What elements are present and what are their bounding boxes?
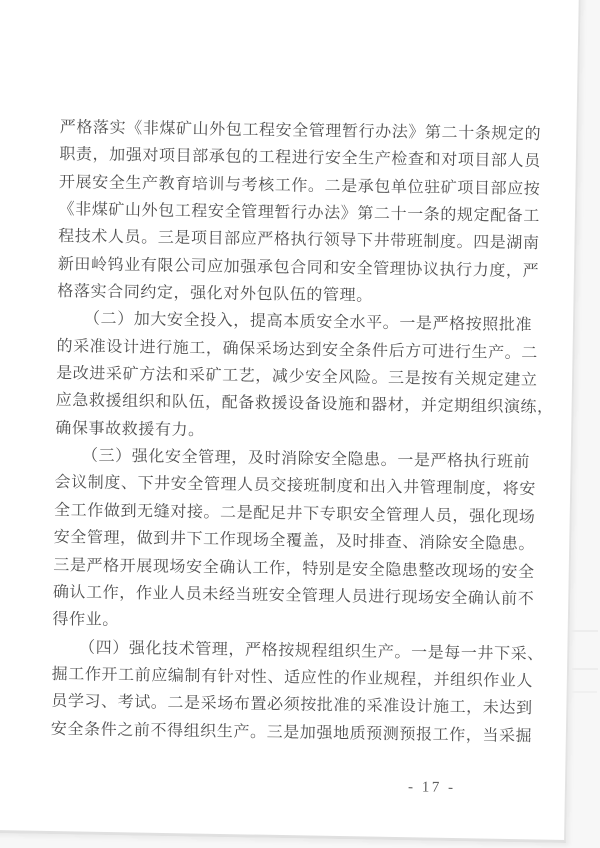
page-number: - 17 - bbox=[407, 779, 456, 796]
text-line: 《非煤矿山外包工程安全管理暂行办法》第二十一条的规定配备工 bbox=[58, 201, 541, 226]
text-line: （三）强化安全管理，及时消除安全隐患。一是严格执行班前 bbox=[81, 447, 531, 472]
text-line: 格落实合同约定，强化对外包队伍的管理。 bbox=[57, 283, 373, 305]
text-line: 职责，加强对项目部承包的工程进行安全生产检查和对项目部人员 bbox=[59, 146, 541, 171]
text-line: 掘工作开工前应编制有针对性、适应性的作业规程，并组织作业人 bbox=[51, 665, 534, 690]
text-line: （二）加大安全投入，提高本质安全水平。一是严格按照批准 bbox=[83, 310, 533, 335]
text-line: 新田岭钨业有限公司应加强承包合同和安全管理协议执行力度，严 bbox=[57, 255, 540, 280]
text-line: 得作业。 bbox=[52, 611, 120, 630]
scanner-streak bbox=[572, 691, 597, 693]
text-line: 三是严格开展现场安全确认工作，特别是安全隐患整改现场的安全 bbox=[53, 556, 535, 581]
text-line: 会议制度、下井安全管理人员交接班制度和出入井管理制度，将安 bbox=[54, 474, 537, 499]
text-line: 严格落实《非煤矿山外包工程安全管理暂行办法》第二十条规定的 bbox=[59, 118, 542, 144]
text-line: 程技术人员。三是项目部应严格执行领导下井带班制度。四是湖南 bbox=[58, 228, 540, 253]
text-line: 开展安全生产教育培训与考核工作。二是承包单位驻矿项目部应按 bbox=[58, 173, 541, 198]
text-line: 安全管理，做到井下工作现场全覆盖，及时排查、消除安全隐患。 bbox=[53, 529, 536, 554]
text-line: 员学习、考试。二是采场布置必须按批准的采准设计施工，未达到 bbox=[51, 693, 533, 718]
text-line: 是改进采矿方法和采矿工艺，减少安全风险。三是按有关规定建立 bbox=[56, 365, 538, 390]
text-line: 确保事故救援有力。 bbox=[55, 419, 205, 439]
text-line: 应急救援组织和队伍，配备救援设备设施和器材，并定期组织演练， bbox=[55, 392, 554, 417]
text-line: 安全条件之前不得组织生产。三是加强地质预测预报工作，当采掘 bbox=[50, 720, 533, 745]
text-line: 确认工作，作业人员未经当班安全管理人员进行现场安全确认前不 bbox=[52, 583, 535, 608]
text-lines bbox=[50, 114, 554, 750]
text-line: 全工作做到无缝对接。二是配足井下专职安全管理人员，强化现场 bbox=[53, 501, 536, 526]
scanner-streak bbox=[571, 630, 598, 632]
page-content bbox=[50, 114, 554, 821]
scanner-streak bbox=[572, 668, 598, 670]
text-line: （四）强化技术管理，严格按规程组织生产。一是每一井下采、 bbox=[78, 638, 544, 663]
text-line: 的采准设计进行施工，确保采场达到安全条件后方可进行生产。二 bbox=[56, 337, 539, 362]
